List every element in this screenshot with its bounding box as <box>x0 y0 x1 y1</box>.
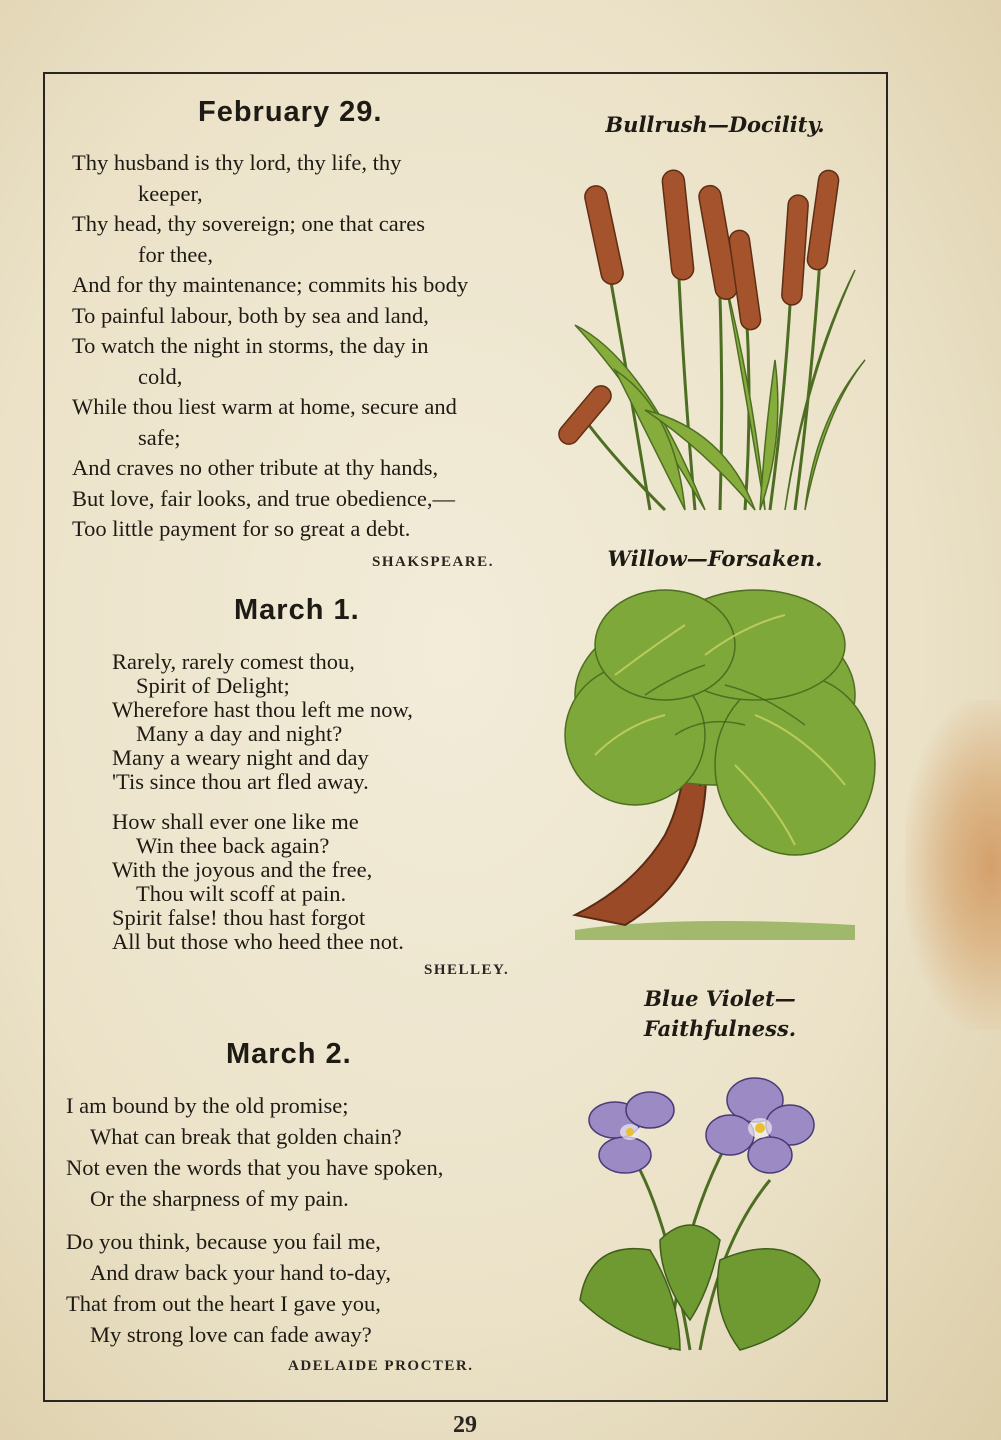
poem-line: Wherefore hast thou left me now, <box>112 697 413 722</box>
poem-line: That from out the heart I gave you, <box>66 1291 381 1316</box>
poem-line: Thou wilt scoff at pain. <box>136 881 347 906</box>
poem-line: Thy husband is thy lord, thy life, thy <box>72 150 402 175</box>
poem-line: safe; <box>138 424 181 450</box>
violet-illustration <box>570 1060 840 1360</box>
poem-line: All but those who heed thee not. <box>112 929 404 954</box>
stanza-gap <box>112 794 413 810</box>
poem-feb29 <box>72 148 468 545</box>
poem-line: for thee, <box>138 241 213 267</box>
bullrush-illustration <box>555 160 875 520</box>
poem-line: And for thy maintenance; commits his body <box>72 272 469 297</box>
author-mar1: SHELLEY. <box>424 962 510 978</box>
poem-line: keeper, <box>138 180 203 206</box>
poem-line: Spirit false! thou hast forgot <box>112 905 366 930</box>
author-mar2: ADELAIDE PROCTER. <box>288 1358 474 1374</box>
poem-line: With the joyous and the free, <box>112 857 373 882</box>
poem-line: Too little payment for so great a debt. <box>72 516 411 541</box>
poem-line: To painful labour, both by sea and land, <box>72 302 429 328</box>
poem-line: My strong love can fade away? <box>90 1322 372 1347</box>
poem-line: 'Tis since thou art fled away. <box>112 769 369 794</box>
poem-line: Many a day and night? <box>136 721 343 746</box>
caption-violet-line2: Faithfulness. <box>643 1016 797 1041</box>
caption-violet-line1: Blue Violet— <box>644 986 796 1011</box>
poem-line: Do you think, because you fail me, <box>66 1229 381 1254</box>
caption-violet <box>600 984 840 1044</box>
poem-line: cold, <box>138 363 183 389</box>
poem-mar2 <box>66 1090 443 1350</box>
poem-line: And craves no other tribute at thy hands, <box>72 455 439 480</box>
author-feb29: SHAKSPEARE. <box>372 554 494 570</box>
poem-line: Spirit of Delight; <box>136 673 290 698</box>
poem-line: Or the sharpness of my pain. <box>90 1186 349 1211</box>
poem-line: I am bound by the old promise; <box>66 1093 349 1118</box>
page-number: 29 <box>453 1412 477 1438</box>
poem-line: What can break that golden chain? <box>90 1124 402 1149</box>
page-stain <box>905 700 1001 1030</box>
poem-line: But love, fair looks, and true obedience,— <box>72 485 456 511</box>
poem-line: And draw back your hand to-day, <box>90 1260 391 1285</box>
entry-date-mar2: March 2. <box>226 1038 352 1070</box>
poem-line: To watch the night in storms, the day in <box>72 333 429 358</box>
poem-line: Not even the words that you have spoken, <box>66 1155 444 1180</box>
entry-date-mar1: March 1. <box>234 594 360 626</box>
caption-bullrush: Bullrush—Docility. <box>605 112 825 137</box>
poem-line: Rarely, rarely comest thou, <box>112 649 355 674</box>
poem-line: How shall ever one like me <box>112 809 359 834</box>
poem-line: Thy head, thy sovereign; one that cares <box>72 211 426 236</box>
willow-illustration <box>555 585 885 945</box>
caption-willow: Willow—Forsaken. <box>607 546 823 571</box>
poem-line: Many a weary night and day <box>112 745 369 770</box>
entry-date-feb29: February 29. <box>198 96 383 128</box>
stanza-gap <box>66 1214 443 1226</box>
poem-line: While thou liest warm at home, secure and <box>72 394 457 419</box>
poem-line: Win thee back again? <box>136 833 330 858</box>
poem-mar1 <box>112 650 413 954</box>
